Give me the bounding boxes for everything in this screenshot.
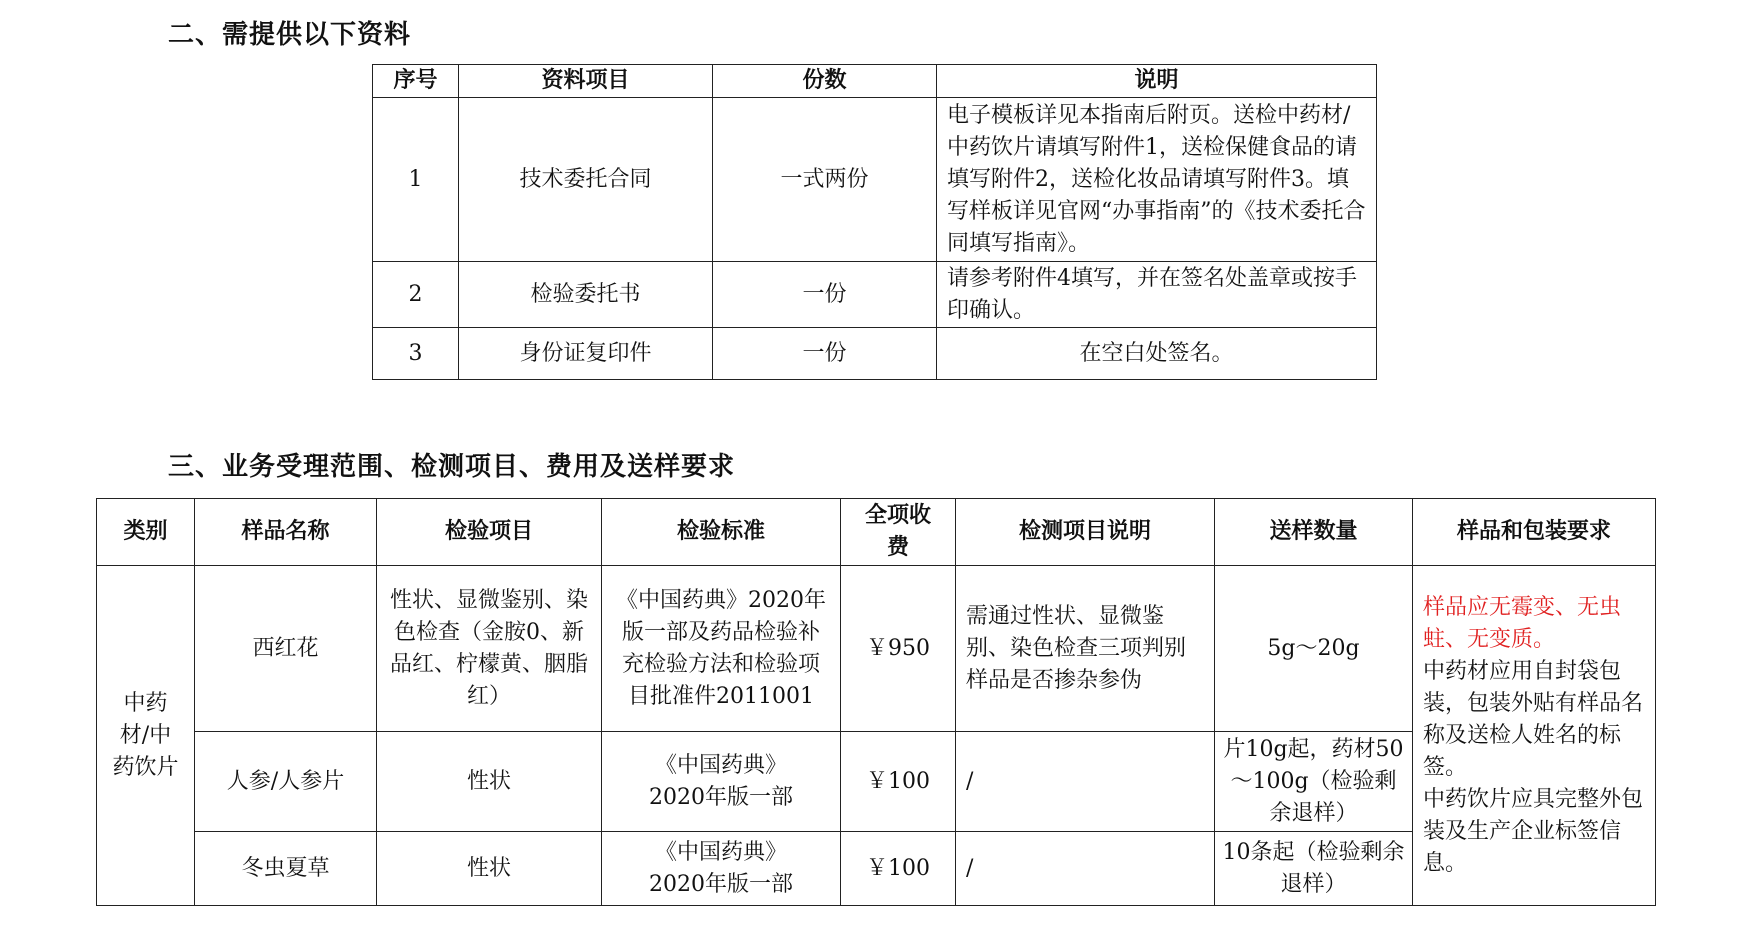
header-note: 说明 (937, 65, 1377, 98)
header-description: 检测项目说明 (956, 499, 1215, 566)
table-row (373, 98, 1377, 262)
row-item: 身份证复印件 (459, 328, 713, 380)
standard: 《中国药典》2020年版一部 (602, 732, 841, 832)
packaging-pieces: 中药饮片应具完整外包装及生产企业标签信息。 (1423, 786, 1644, 876)
description: / (956, 832, 1215, 906)
quantity: 5g～20g (1215, 566, 1413, 732)
standard: 《中国药典》2020年版一部及药品检验补充检验方法和检验项目批准件2011001 (602, 566, 841, 732)
standard: 《中国药典》2020年版一部 (602, 832, 841, 906)
header-packaging: 样品和包装要求 (1413, 499, 1656, 566)
section3-title: 三、业务受理范围、检测项目、费用及送样要求 (168, 452, 736, 482)
fee: ￥100 (841, 832, 956, 906)
row-note: 请参考附件4填写，并在签名处盖章或按手印确认。 (937, 262, 1377, 328)
description: 需通过性状、显微鉴别、染色检查三项判别样品是否掺杂参伪 (956, 566, 1215, 732)
header-copies: 份数 (713, 65, 937, 98)
row-copies: 一份 (713, 328, 937, 380)
header-standard: 检验标准 (602, 499, 841, 566)
scope-table (96, 498, 1656, 906)
fee: ￥950 (841, 566, 956, 732)
packaging-herbs: 中药材应用自封袋包装，包装外贴有样品名称及送检人姓名的标签。 (1423, 658, 1644, 780)
materials-table (372, 64, 1377, 380)
category-cell: 中药材/中药饮片 (97, 566, 195, 906)
row-note: 电子模板详见本指南后附页。送检中药材/中药饮片请填写附件1，送检保健食品的请填写附件2，送检化妆品请填写附件3。填写样板详见官网“办事指南”的《技术委托合同填写指南》。 (937, 98, 1377, 262)
header-test-items: 检验项目 (377, 499, 602, 566)
packaging-warning: 样品应无霉变、无虫蛀、无变质。 (1423, 594, 1622, 652)
table-row (373, 262, 1377, 328)
header-sample-name: 样品名称 (195, 499, 377, 566)
row-copies: 一式两份 (713, 98, 937, 262)
table-row (373, 328, 1377, 380)
test-items: 性状、显微鉴别、染色检查（金胺0、新品红、柠檬黄、胭脂红） (377, 566, 602, 732)
sample-name: 西红花 (195, 566, 377, 732)
row-note: 在空白处签名。 (937, 328, 1377, 380)
table-header-row (97, 499, 1656, 566)
header-fee: 全项收费 (841, 499, 956, 566)
test-items: 性状 (377, 832, 602, 906)
header-quantity: 送样数量 (1215, 499, 1413, 566)
sample-name: 冬虫夏草 (195, 832, 377, 906)
row-copies: 一份 (713, 262, 937, 328)
description: / (956, 732, 1215, 832)
quantity: 片10g起，药材50～100g（检验剩余退样） (1215, 732, 1413, 832)
row-no: 2 (373, 262, 459, 328)
header-item: 资料项目 (459, 65, 713, 98)
fee: ￥100 (841, 732, 956, 832)
row-item: 检验委托书 (459, 262, 713, 328)
table-row (97, 566, 1656, 732)
sample-name: 人参/人参片 (195, 732, 377, 832)
packaging-cell (1413, 566, 1656, 906)
test-items: 性状 (377, 732, 602, 832)
row-item: 技术委托合同 (459, 98, 713, 262)
header-category: 类别 (97, 499, 195, 566)
section2-title: 二、需提供以下资料 (168, 20, 412, 50)
table-header-row (373, 65, 1377, 98)
header-no: 序号 (373, 65, 459, 98)
quantity: 10条起（检验剩余退样） (1215, 832, 1413, 906)
row-no: 3 (373, 328, 459, 380)
row-no: 1 (373, 98, 459, 262)
